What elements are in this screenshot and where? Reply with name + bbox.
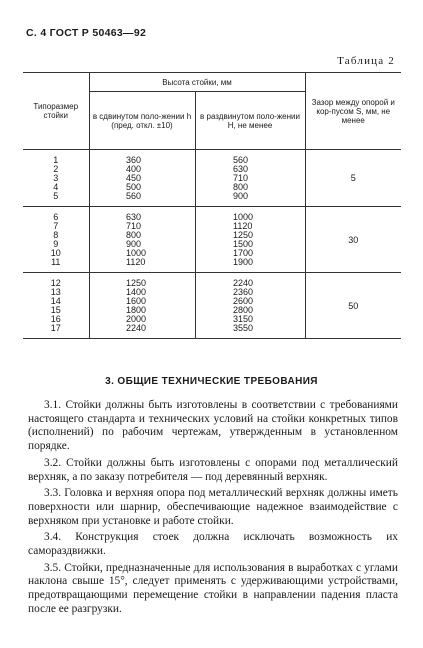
table-cell: 1600	[126, 296, 147, 306]
table-cell: 14	[50, 296, 61, 306]
dimensions-table	[23, 72, 401, 339]
table-cell: 9	[53, 239, 59, 249]
table-caption: Таблица 2	[337, 55, 395, 67]
table-cell: 800	[233, 182, 249, 192]
table-cell: 1	[53, 155, 59, 165]
table-cell: 800	[126, 230, 142, 240]
table-cell: 630	[126, 212, 142, 222]
table-cell: 15	[50, 305, 61, 315]
table-cell: 1250	[233, 230, 254, 240]
table-cell: 2240	[126, 323, 147, 333]
table-cell: 1120	[233, 221, 253, 231]
table-cell: 630	[233, 164, 249, 174]
paragraph-3-4: 3.4. Конструкция стоек должна исключать возможность их самораздвижки.	[28, 531, 398, 558]
table-cell: 1900	[233, 257, 254, 267]
gap-value: 50	[305, 273, 401, 339]
table-cell: 1800	[126, 305, 147, 315]
table-row-group	[23, 273, 401, 339]
header-size: Типоразмер стойки	[23, 73, 89, 150]
table-cell: 1500	[233, 239, 254, 249]
body-text	[28, 399, 398, 620]
table-cell: 3550	[233, 323, 254, 333]
gap-value: 30	[305, 207, 401, 273]
table-cell: 710	[233, 173, 249, 183]
table-row-group	[23, 207, 401, 273]
header-collapsed: в сдвинутом поло-жении h (пред. откл. ±10)	[89, 92, 195, 150]
table-cell: 1250	[126, 278, 147, 288]
table-cell: 2000	[126, 314, 147, 324]
table-row-group	[23, 150, 401, 207]
table-cell: 560	[233, 155, 249, 165]
table-cell: 6	[53, 212, 59, 222]
table-cell: 1400	[126, 287, 147, 297]
table-cell: 13	[50, 287, 61, 297]
table-cell: 710	[126, 221, 142, 231]
paragraph-3-3: 3.3. Головка и верхняя опора под металлический верхняк должны иметь поверхности или шарнир, обеспечивающие надежное взаимодействие с верхняком при установке и работе стойки.	[28, 487, 398, 527]
header-extended: в раздвинутом поло-жении H, не менее	[195, 92, 305, 150]
table-cell: 2240	[233, 278, 254, 288]
table-cell: 3150	[233, 314, 254, 324]
table-cell: 2	[53, 164, 59, 174]
table-cell: 900	[233, 191, 249, 201]
table-cell: 10	[50, 248, 61, 258]
table-cell: 16	[50, 314, 61, 324]
paragraph-3-1: 3.1. Стойки должны быть изготовлены в соответствии с требованиями настоящего стандарта и технических условий на стойки конкретных типов (исполнений) по рабочим чертежам, утвержденным в установленном порядке.	[28, 399, 398, 453]
table-cell: 400	[126, 164, 142, 174]
table-cell: 450	[126, 173, 142, 183]
page-header: С. 4 ГОСТ Р 50463—92	[26, 27, 147, 39]
header-height-group: Высота стойки, мм	[89, 73, 305, 92]
gap-value: 5	[305, 150, 401, 207]
table-cell: 3	[53, 173, 59, 183]
table-cell: 1000	[126, 248, 147, 258]
table-cell: 500	[126, 182, 142, 192]
table-cell: 360	[126, 155, 142, 165]
table-cell: 11	[51, 257, 61, 267]
table-cell: 1700	[233, 248, 254, 258]
paragraph-3-2: 3.2. Стойки должны быть изготовлены с опорами под металлический верхняк, а по заказу потребителя — под деревянный верхняк.	[28, 456, 398, 483]
header-gap: Зазор между опорой и кор-пусом S, мм, не менее	[305, 73, 401, 150]
paragraph-3-5: 3.5. Стойки, предназначенные для использования в выработках с углами наклона свыше 15°, следует применять с удерживающими устройствами, предотвращающими перемещение стойки в направлении падения пласта после ее разгрузки.	[28, 561, 398, 615]
table-cell: 4	[53, 182, 59, 192]
table-cell: 900	[126, 239, 142, 249]
table-cell: 12	[50, 278, 61, 288]
table-cell: 7	[53, 221, 59, 231]
table-cell: 560	[126, 191, 142, 201]
table-cell: 2800	[233, 305, 254, 315]
table-cell: 8	[53, 230, 59, 240]
table-cell: 5	[53, 191, 59, 201]
table-cell: 2600	[233, 296, 254, 306]
table-cell: 2360	[233, 287, 254, 297]
table-cell: 1120	[126, 257, 146, 267]
table-cell: 17	[50, 323, 61, 333]
table-cell: 1000	[233, 212, 254, 222]
section-title: 3. ОБЩИЕ ТЕХНИЧЕСКИЕ ТРЕБОВАНИЯ	[105, 376, 318, 387]
